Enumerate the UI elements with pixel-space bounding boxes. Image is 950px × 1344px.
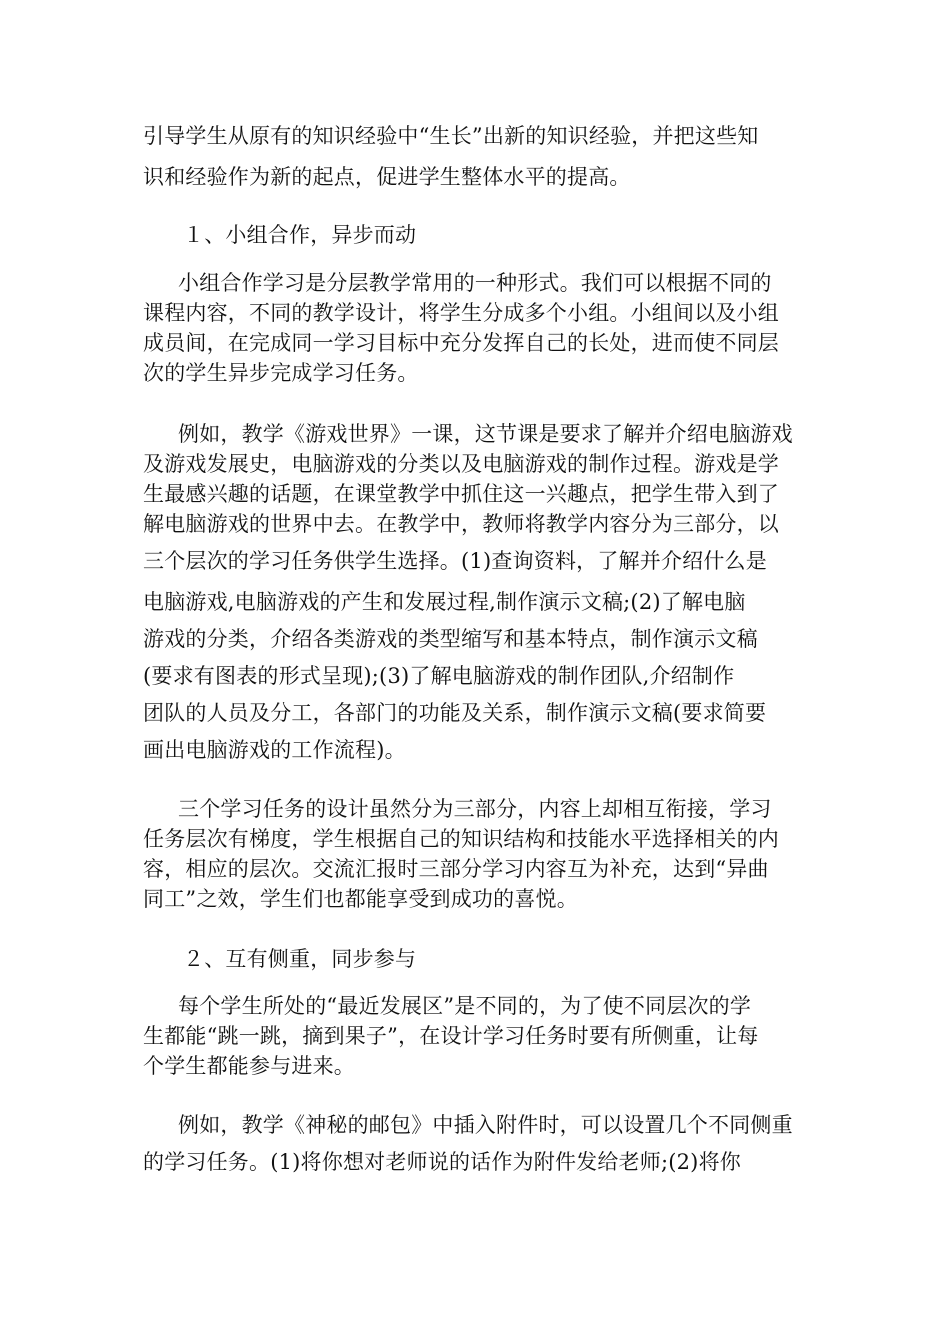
paragraph-line: (要求有图表的形式呈现);(3)了解电脑游戏的制作团队,介绍制作	[143, 664, 735, 688]
section-heading-2: ２、互有侧重，同步参与	[183, 947, 417, 971]
paragraph-line: 团队的人员及分工，各部门的功能及关系，制作演示文稿(要求简要	[143, 701, 767, 725]
paragraph-line: 个学生都能参与进来。	[143, 1054, 355, 1078]
paragraph-line: 成员间，在完成同一学习目标中充分发挥自己的长处，进而使不同层	[143, 331, 779, 355]
paragraph-line: 容，相应的层次。交流汇报时三部分学习内容互为补充，达到“异曲	[143, 857, 769, 881]
paragraph-line: 游戏的分类，介绍各类游戏的类型缩写和基本特点，制作演示文稿	[143, 627, 758, 651]
paragraph-line: 课程内容，不同的教学设计，将学生分成多个小组。小组间以及小组	[143, 301, 779, 325]
paragraph-line: 电脑游戏,电脑游戏的产生和发展过程,制作演示文稿;(2)了解电脑	[143, 590, 746, 614]
paragraph-line: 例如，教学《游戏世界》一课，这节课是要求了解并介绍电脑游戏	[178, 422, 793, 446]
paragraph-line: 的学习任务。(1)将你想对老师说的话作为附件发给老师;(2)将你	[143, 1150, 741, 1174]
paragraph-line: 三个学习任务的设计虽然分为三部分，内容上却相互衔接，学习	[178, 797, 772, 821]
paragraph-line: 解电脑游戏的世界中去。在教学中，教师将教学内容分为三部分，以	[143, 512, 779, 536]
paragraph-line: 每个学生所处的“最近发展区”是不同的，为了使不同层次的学	[178, 994, 752, 1018]
paragraph-line: 及游戏发展史，电脑游戏的分类以及电脑游戏的制作过程。游戏是学	[143, 452, 779, 476]
paragraph-line: 引导学生从原有的知识经验中“生长”出新的知识经验，并把这些知	[143, 124, 759, 148]
section-heading-1: １、小组合作，异步而动	[183, 223, 417, 247]
paragraph-line: 生最感兴趣的话题，在课堂教学中抓住这一兴趣点，把学生带入到了	[143, 482, 779, 506]
paragraph-line: 任务层次有梯度，学生根据自己的知识结构和技能水平选择相关的内	[143, 827, 779, 851]
paragraph-line: 同工”之效，学生们也都能享受到成功的喜悦。	[143, 887, 578, 911]
paragraph-line: 识和经验作为新的起点，促进学生整体水平的提高。	[143, 165, 631, 189]
paragraph-line: 生都能“跳一跳，摘到果子”，在设计学习任务时要有所侧重，让每	[143, 1024, 759, 1048]
paragraph-line: 小组合作学习是分层教学常用的一种形式。我们可以根据不同的	[178, 271, 772, 295]
paragraph-line: 三个层次的学习任务供学生选择。(1)查询资料，了解并介绍什么是	[143, 549, 767, 573]
paragraph-line: 画出电脑游戏的工作流程)。	[143, 738, 406, 762]
paragraph-line: 例如，教学《神秘的邮包》中插入附件时，可以设置几个不同侧重	[178, 1113, 793, 1137]
paragraph-line: 次的学生异步完成学习任务。	[143, 361, 419, 385]
